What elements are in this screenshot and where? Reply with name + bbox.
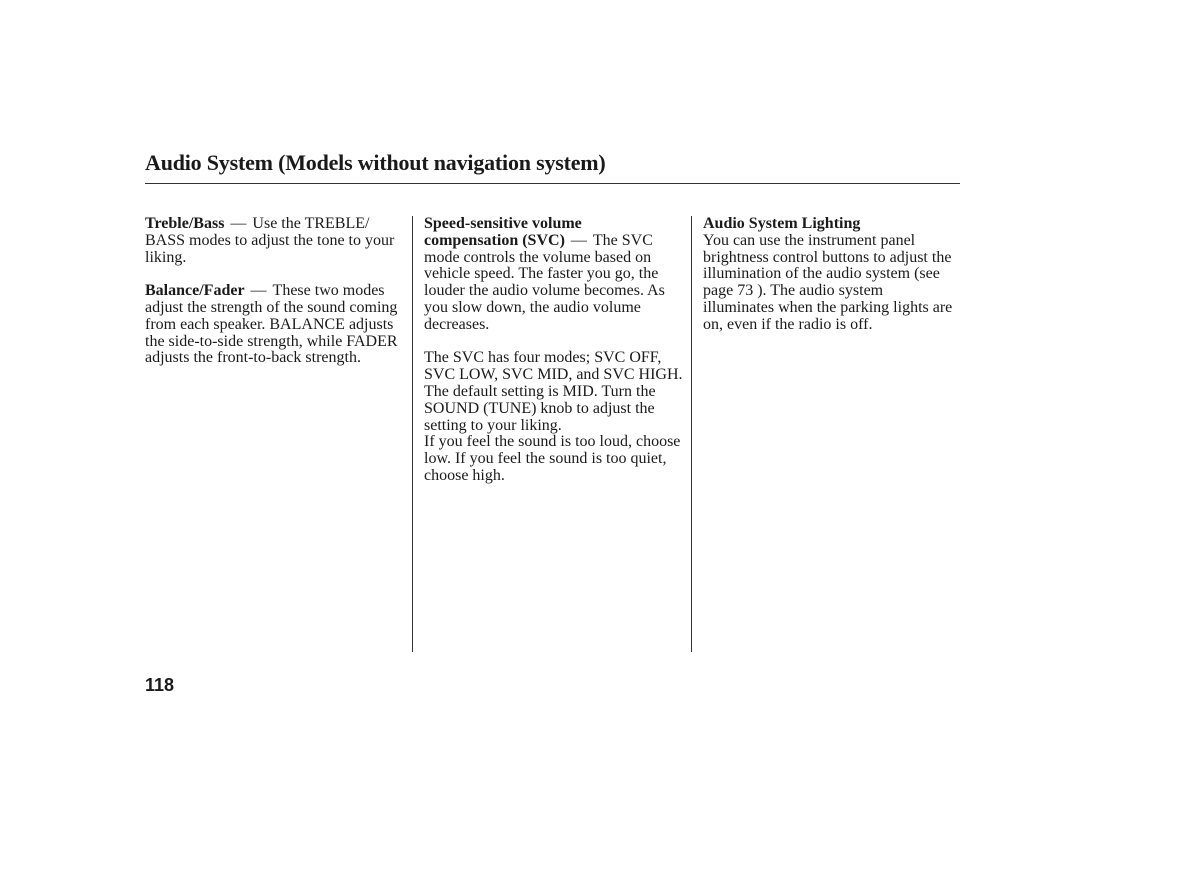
column-middle — [424, 216, 684, 502]
lighting-text: You can use the instrument panel brightness control buttons to adjust the illumination of the audio system (see page 73 ). The audio system illuminates when the parking lights are on, even if the radio is off. — [703, 231, 953, 333]
column-divider-left — [412, 216, 413, 652]
balance-fader-heading: Balance/Fader — [145, 282, 245, 300]
balance-fader-text: These two modes adjust the strength of the sound coming from each speaker. BALANCE adjusts the side-to-side strength, while FADER adjusts the front-to-back strength. — [145, 282, 398, 367]
title-divider — [145, 183, 960, 184]
em-dash: — — [570, 231, 587, 249]
svc-heading-line1: Speed-sensitive volume — [424, 215, 582, 232]
treble-bass-paragraph — [145, 216, 400, 266]
svc-advice-text: If you feel the sound is too loud, choose low. If you feel the sound is too quiet, choose high. — [424, 433, 681, 484]
svc-paragraph — [424, 216, 684, 334]
em-dash: — — [230, 215, 247, 232]
lighting-heading: Audio System Lighting — [703, 215, 861, 232]
em-dash: — — [250, 282, 267, 300]
svc-modes-text: The SVC has four modes; SVC OFF, SVC LOW, SVC MID, and SVC HIGH. The default setting is MID. Turn the SOUND (TUNE) knob to adjust the setting to your liking. — [424, 349, 683, 434]
column-divider-right — [691, 216, 692, 652]
balance-fader-paragraph — [145, 283, 400, 367]
column-right — [703, 216, 958, 350]
svc-advice-paragraph — [424, 434, 684, 484]
treble-bass-heading: Treble/Bass — [145, 215, 225, 232]
treble-bass-text: Use the TREBLE/ BASS modes to adjust the tone to your liking. — [145, 215, 395, 266]
svc-modes-paragraph — [424, 350, 684, 434]
column-left — [145, 216, 400, 384]
svc-text: The SVC mode controls the volume based on vehicle speed. The faster you go, the louder the audio volume becomes. As you slow down, the audio volume decreases. — [424, 231, 665, 333]
lighting-paragraph — [703, 216, 958, 334]
svc-heading-line2: compensation (SVC) — [424, 231, 565, 249]
page-number: 118 — [145, 675, 175, 695]
page-title: Audio System (Models without navigation system) — [145, 150, 606, 175]
